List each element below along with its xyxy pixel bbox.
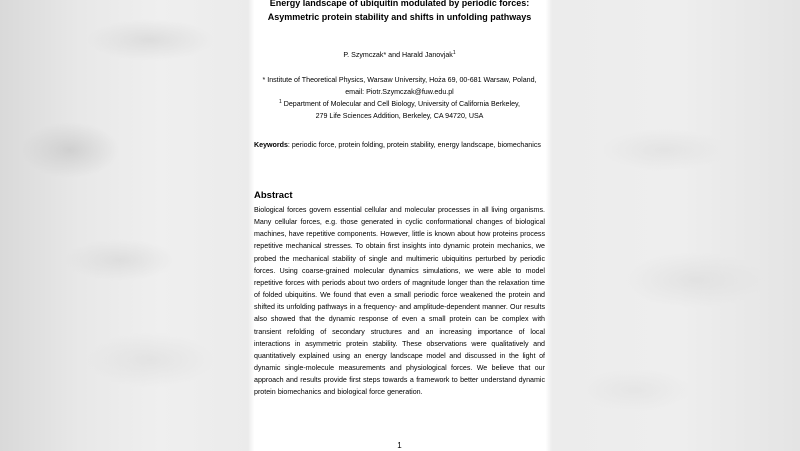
abstract-heading: Abstract xyxy=(254,190,293,201)
blurred-background-left xyxy=(0,0,254,450)
affiliation-text: Institute of Theoretical Physics, Warsaw University, Hoża 69, 00-681 Warsaw, Poland, xyxy=(265,76,537,84)
abstract-body: Biological forces govern essential cellular and molecular processes in all living organisms. Many cellular forces, e.g. those generated in cyclic conformational changes of biological machines, have repetitive components. However, little is known about how proteins process repetitive mechanical stresses. To obtain first insights into dynamic protein mechanics, we probed the mechanical stability of single and multimeric ubiquitins perturbed by periodic forces. Using coarse-grained molecular dynamics simulations, we were able to model repetitive forces with periods about two orders of magnitude longer than the relaxation time of folded ubiquitins. We found that even a small periodic force weakened the protein and shifted its unfolding pathways in a frequency- and amplitude-dependent manner. Our results also showed that the dynamic response of even a small protein can be complex with transient refolding of secondary structures and an increasing importance of local interactions in asymmetric protein stability. These observations were qualitatively and quantitatively explained using an energy landscape model and discussed in the light of dynamic single-molecule measurements and physiological forces. We believe that our approach and results provide first steps towards a framework to better understand dynamic protein biomechanics and biological force generation. xyxy=(254,206,545,397)
author-mark: 1 xyxy=(452,50,456,56)
keywords xyxy=(254,140,554,150)
affiliation-2-line-2: 279 Life Sciences Addition, Berkeley, CA 94720, USA xyxy=(315,112,484,120)
author-mark: * xyxy=(383,51,387,59)
affiliation-2-line-1 xyxy=(254,99,545,109)
page-number: 1 xyxy=(397,441,402,450)
author-connector: and xyxy=(386,51,402,59)
blurred-background-right xyxy=(545,0,800,450)
paper-title-line-1: Energy landscape of ubiquitin modulated by periodic forces: xyxy=(269,0,530,8)
affiliation-mark: 1 xyxy=(278,99,282,105)
affiliation-1-line-1 xyxy=(254,75,545,85)
author-name: Harald Janovjak xyxy=(401,51,453,59)
document-page xyxy=(254,0,545,450)
affiliation-mark: * xyxy=(262,76,266,84)
paper-title-line-2: Asymmetric protein stability and shifts in unfolding pathways xyxy=(267,12,532,22)
author-list xyxy=(254,50,545,60)
keywords-text: : periodic force, protein folding, protein stability, energy landscape, biomechanics xyxy=(287,141,541,149)
affiliation-1-email: email: Piotr.Szymczak@fuw.edu.pl xyxy=(345,88,454,96)
author-name: P. Szymczak xyxy=(343,51,384,59)
affiliation-text: Department of Molecular and Cell Biology, University of California Berkeley, xyxy=(281,100,521,108)
keywords-label: Keywords xyxy=(254,141,288,149)
